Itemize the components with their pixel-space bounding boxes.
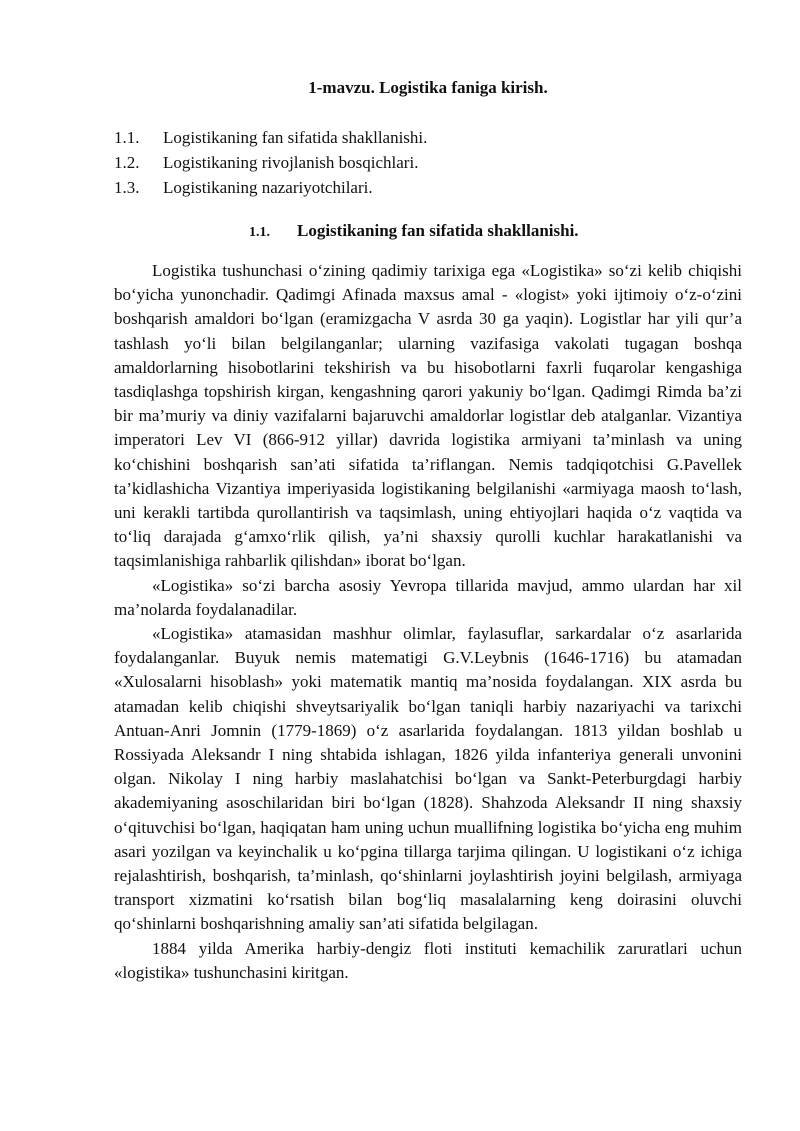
toc-item-label: Logistikaning rivojlanish bosqichlari. <box>163 153 419 172</box>
paragraph: 1884 yilda Amerika harbiy-dengiz floti instituti kemachilik zaruratlari uchun «logistika» tushunchasini kiritgan. <box>114 938 742 982</box>
paragraph: Logistika tushunchasi o‘zining qadimiy tarixiga ega «Logistika» so‘zi kelib chiqishi bo‘yicha yunonchadir. Qadimgi Afinada maxsus amal - «logist» yoki ijtimoiy o‘z-o‘zini boshqarish amaldori bo‘lgan (eramizgacha V asrda 30 ga yaqin). Logistlar har yili qur’a tashlash yo‘li bilan belgilanganlar; ularning vazifasiga vakolati tugagan boshqa amaldorlarning hisobotlarini tekshirish va bu hisobotlarni faxrli fuqarolar kengashiga tasdiqlashga topshirish kirgan, kengashning qarori yakuniy bo‘lgan. Qadimgi Rimda ba’zi bir ma’muriy va diniy vazifalarni bajaruvchi amaldorlar logistlar deb atalganlar. Vizantiya imperatori Lev VI (866-912 yillar) davrida logistika armiyani ta’minlash va uning ko‘chishini boshqarish san’ati sifatida ta’riflangan. Nemis tadqiqotchisi G.Pavellek ta’kidlashicha Vizantiya imperiyasida logistikaning belgilanishi «armiyaga maosh to‘lash, uni kerakli tartibda qurollantirish va taqsimlash, uning ehtiyojlari haqida o‘z vaqtida va to‘liq darajada g‘amxo‘rlik qilish, ya’ni shaxsiy qurolli kuchlar harakatlanishi va taqsimlanishiga rahbarlik qilishdan» iborat bo‘lgan. <box>114 261 742 571</box>
toc-item-number: 1.1. <box>114 128 140 147</box>
toc-item <box>114 125 742 150</box>
paragraph: «Logistika» so‘zi barcha asosiy Yevropa tillarida mavjud, ammo ulardan har xil ma’nolarda foydalanadilar. <box>114 575 742 619</box>
table-of-contents <box>114 125 742 200</box>
paragraph: «Logistika» atamasidan mashhur olimlar, faylasuflar, sarkardalar o‘z asarlarida foydalanganlar. Buyuk nemis matematigi G.V.Leybnis (1646-1716) bu atamadan «Xulosalarni hisoblash» yoki matematik mantiq ma’nosida foydalangan. XIX asrda bu atamadan kelib chiqishi shveytsariyalik bo‘lgan taniqli harbiy nazariyachi va tarixchi Antuan-Anri Jomnin (1779-1869) o‘z asarlarida foydalangan. 1813 yildan boshlab u Rossiyada Aleksandr I ning shtabida ishlagan, 1826 yilda infanteriya generali unvonini olgan. Nikolay I ning harbiy maslahatchisi bo‘lgan va Sankt-Peterburgdagi harbiy akademiyaning asoschilaridan biri bo‘lgan (1828). Shahzoda Aleksandr II ning shaxsiy o‘qituvchisi bo‘lgan, haqiqatan ham uning uchun muallifning logistika bo‘yicha eng muhim asari yozilgan va keyinchalik u ko‘pgina tillarga tarjima qilingan. U logistikani o‘z ichiga rejalashtirish, boshqarish, ta’minlash, qo‘shinlarni joylashtirish joyini belgilash, armiyaga transport xizmatini ko‘rsatish bilan bog‘liq masalalarning keng doirasini oluvchi qo‘shinlarni boshqarishning amaliy san’ati sifatida belgilagan. <box>114 624 742 934</box>
toc-item <box>114 150 742 175</box>
section-heading <box>114 220 742 244</box>
document-title: 1-mavzu. Logistika faniga kirish. <box>308 78 548 97</box>
toc-item-label: Logistikaning fan sifatida shakllanishi. <box>163 128 428 147</box>
section-title: Logistikaning fan sifatida shakllanishi. <box>297 221 579 240</box>
toc-item-number: 1.2. <box>114 153 140 172</box>
section-number: 1.1. <box>249 225 270 240</box>
toc-item <box>114 175 742 200</box>
toc-item-number: 1.3. <box>114 178 140 197</box>
toc-item-label: Logistikaning nazariyotchilari. <box>163 178 373 197</box>
body-text <box>114 259 742 985</box>
